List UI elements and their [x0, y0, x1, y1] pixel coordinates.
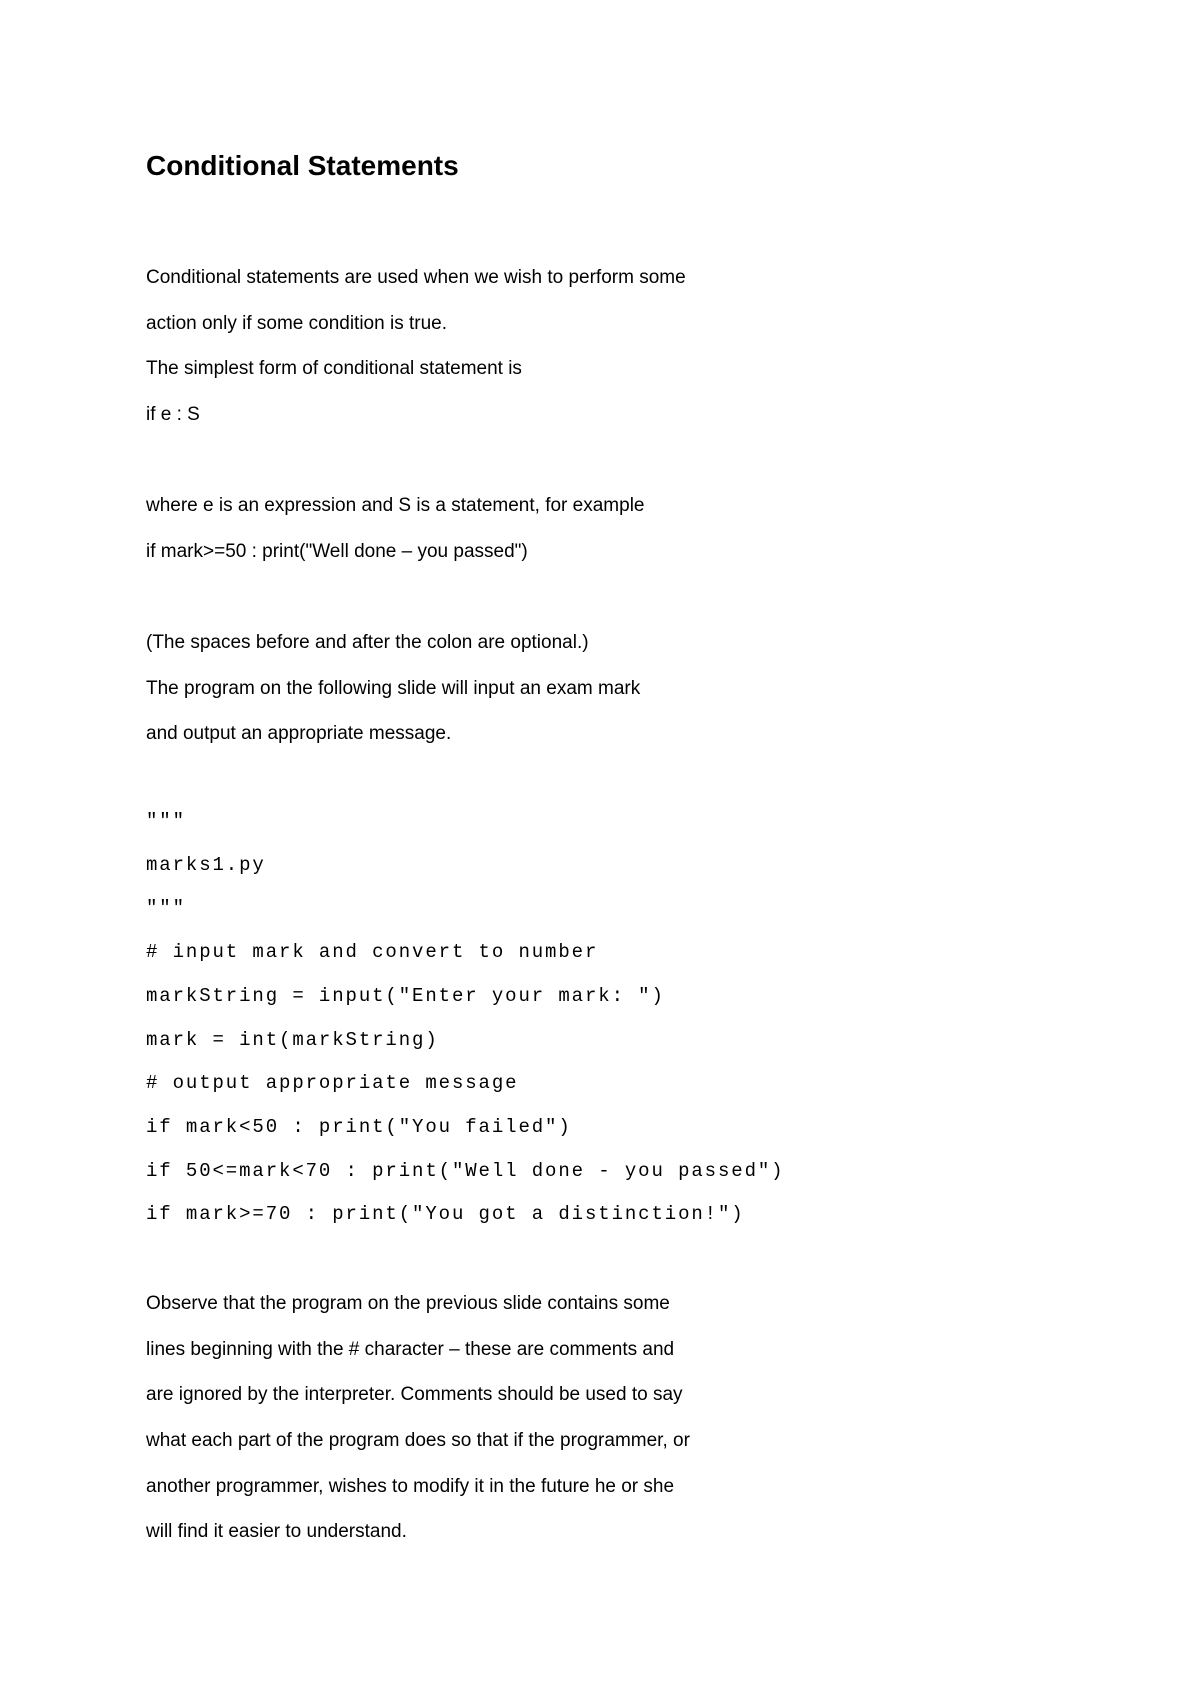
- code-line-9: if 50<=mark<70 : print("Well done - you passed"): [146, 1160, 785, 1182]
- code-line-3: """: [146, 897, 186, 919]
- code-line-7: # output appropriate message: [146, 1072, 519, 1094]
- intro-line-3: The simplest form of conditional statement is: [146, 358, 522, 379]
- intro-line-2: action only if some condition is true.: [146, 313, 447, 334]
- note-line-3: and output an appropriate message.: [146, 723, 452, 744]
- code-line-4: # input mark and convert to number: [146, 941, 599, 963]
- example-line-2: if mark>=50 : print("Well done – you passed"): [146, 541, 528, 562]
- example-line-1: where e is an expression and S is a statement, for example: [146, 495, 645, 516]
- code-line-1: """: [146, 810, 186, 832]
- closing-line-6: will find it easier to understand.: [146, 1521, 407, 1542]
- code-line-8: if mark<50 : print("You failed"): [146, 1116, 572, 1138]
- code-line-2: marks1.py: [146, 854, 266, 876]
- code-line-5: markString = input("Enter your mark: "): [146, 985, 665, 1007]
- closing-line-5: another programmer, wishes to modify it in the future he or she: [146, 1476, 675, 1497]
- page-title: Conditional Statements: [146, 150, 459, 181]
- closing-line-3: are ignored by the interpreter. Comments should be used to say: [146, 1384, 683, 1405]
- note-line-1: (The spaces before and after the colon are optional.): [146, 632, 589, 653]
- code-line-6: mark = int(markString): [146, 1029, 439, 1051]
- intro-line-1: Conditional statements are used when we wish to perform some: [146, 267, 686, 288]
- closing-line-1: Observe that the program on the previous slide contains some: [146, 1293, 670, 1314]
- closing-line-2: lines beginning with the # character – these are comments and: [146, 1339, 675, 1360]
- note-line-2: The program on the following slide will input an exam mark: [146, 678, 641, 699]
- code-line-10: if mark>=70 : print("You got a distinction!"): [146, 1203, 745, 1225]
- intro-line-4: if e : S: [146, 404, 200, 425]
- closing-line-4: what each part of the program does so that if the programmer, or: [146, 1430, 690, 1451]
